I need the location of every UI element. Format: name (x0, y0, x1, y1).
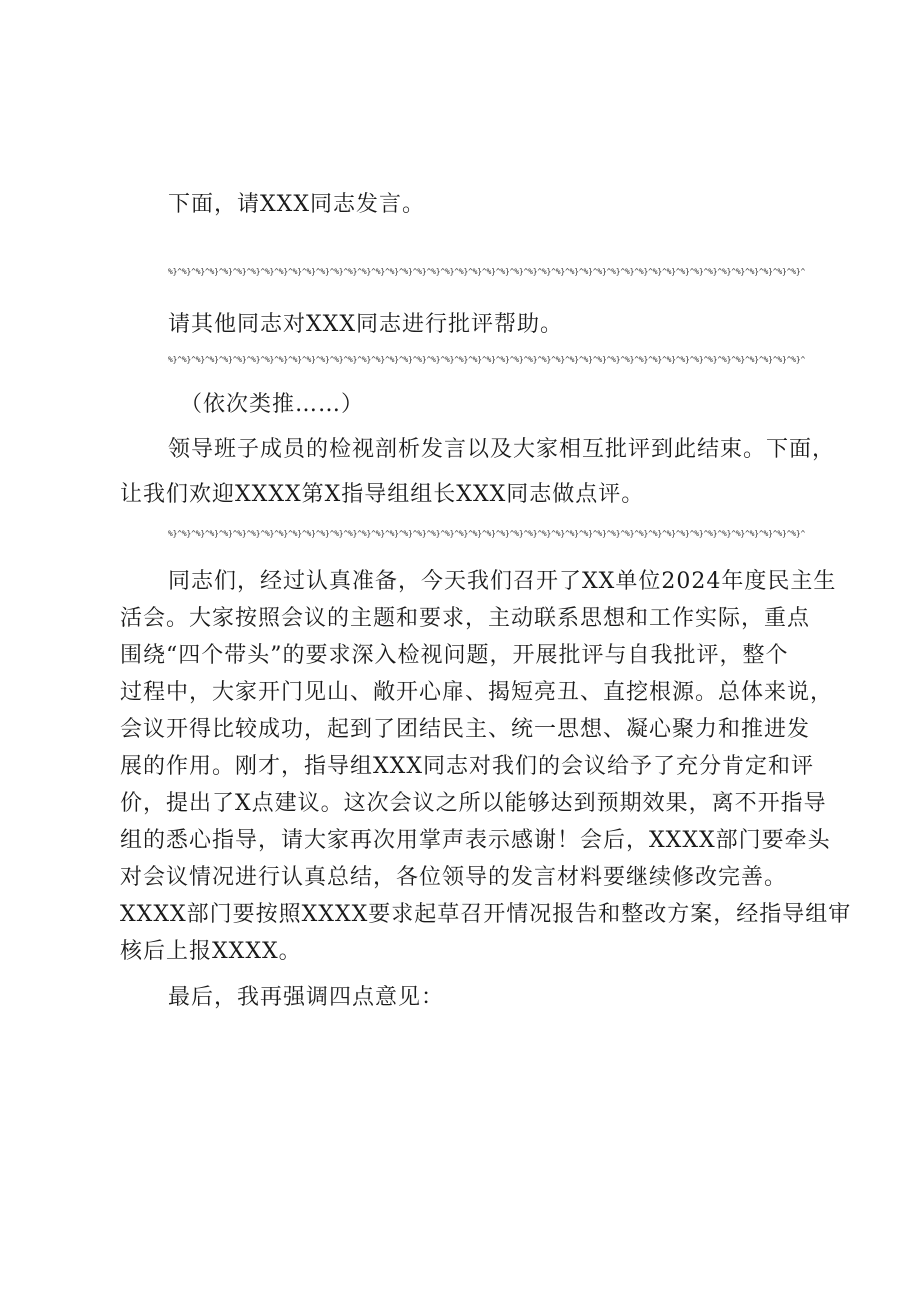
line-final-points: 最后，我再强调四点意见： (168, 985, 445, 1010)
line-para2-3: 围绕“四个带头”的要求深入检视问题，开展批评与自我批评，整个 (120, 643, 789, 668)
separator-1: %}^%}^%}^%}^%}^%}^%}^%}^%}^%}^%}^%}^%}^%}^%}^%}^%}^%}^%}^%}^%}^%}^%}^%}^%}^%}^%}^%}^%}^%}^%}^%}^%}^%}^%}^%}^%}^%}^%}^%}^%}^%}^%}^%}^%}^%}^ (168, 267, 806, 276)
line-next-speaker: 下面，请XXX同志发言。 (168, 192, 425, 217)
line-para2-1: 同志们，经过认真准备，今天我们召开了XX单位2024年度民主生 (168, 569, 837, 594)
line-para2-9: 对会议情况进行认真总结，各位领导的发言材料要继续修改完善。 (120, 865, 788, 890)
line-para2-8: 组的悉心指导，请大家再次用掌声表示感谢！会后，XXXX部门要牵头 (120, 828, 831, 853)
line-para2-11: 核后上报XXXX。 (120, 939, 302, 964)
line-para2-5: 会议开得比较成功，起到了团结民主、统一思想、凝心聚力和推进发 (120, 717, 811, 742)
line-para2-4: 过程中，大家开门见山、敞开心扉、揭短亮丑、直挖根源。总体来说， (120, 680, 834, 705)
line-and-so-on: （依次类推……） (180, 392, 365, 417)
line-para1-1: 领导班子成员的检视剖析发言以及大家相互批评到此结束。下面， (168, 437, 836, 462)
line-para2-7: 价，提出了X点建议。这次会议之所以能够达到预期效果，离不开指导 (120, 791, 827, 816)
line-para2-6: 展的作用。刚才，指导组XXX同志对我们的会议给予了充分肯定和评 (120, 754, 814, 779)
separator-2: %}^%}^%}^%}^%}^%}^%}^%}^%}^%}^%}^%}^%}^%}^%}^%}^%}^%}^%}^%}^%}^%}^%}^%}^%}^%}^%}^%}^%}^%}^%}^%}^%}^%}^%}^%}^%}^%}^%}^%}^%}^%}^%}^%}^%}^%}^ (168, 355, 806, 364)
separator-3: %}^%}^%}^%}^%}^%}^%}^%}^%}^%}^%}^%}^%}^%}^%}^%}^%}^%}^%}^%}^%}^%}^%}^%}^%}^%}^%}^%}^%}^%}^%}^%}^%}^%}^%}^%}^%}^%}^%}^%}^%}^%}^%}^%}^%}^%}^ (168, 529, 806, 538)
line-para2-2: 活会。大家按照会议的主题和要求，主动联系思想和工作实际，重点 (120, 606, 811, 631)
line-para1-2: 让我们欢迎XXXX第X指导组组长XXX同志做点评。 (120, 482, 645, 507)
line-para2-10: XXXX部门要按照XXXX要求起草召开情况报告和整改方案，经指导组审 (120, 902, 852, 927)
line-criticism-help: 请其他同志对XXX同志进行批评帮助。 (168, 312, 563, 337)
